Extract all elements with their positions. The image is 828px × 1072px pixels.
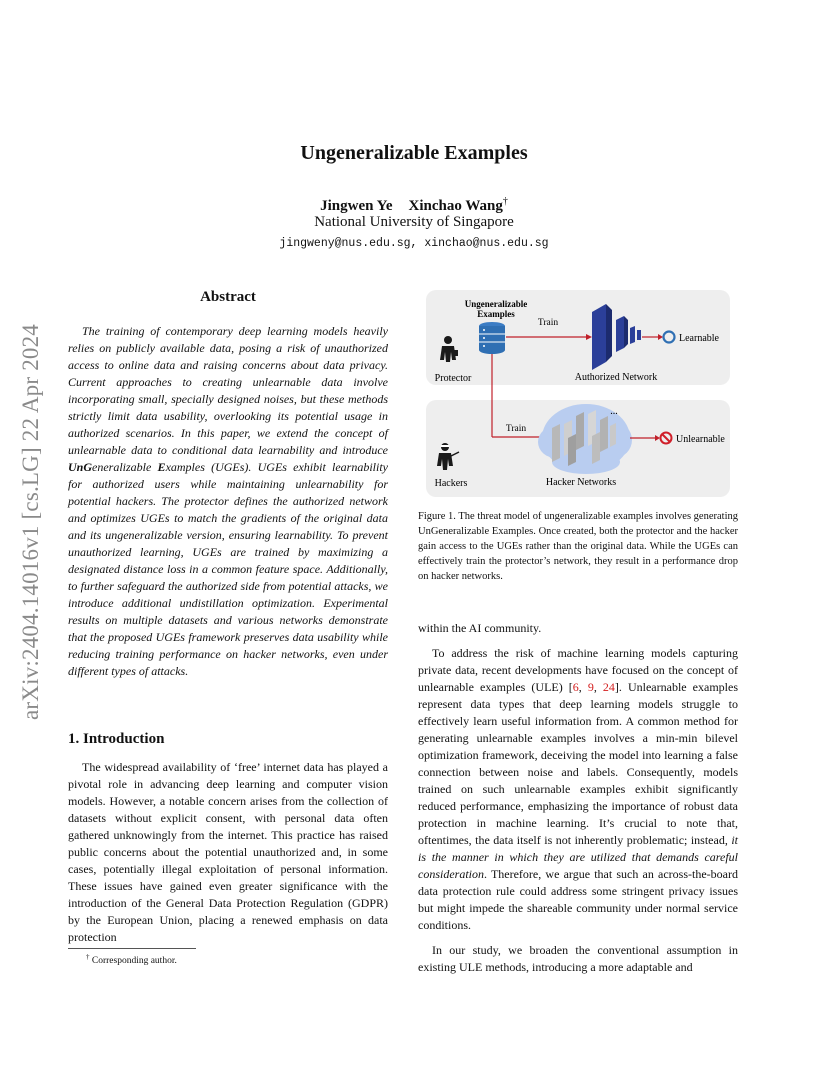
train-label-top: Train bbox=[537, 318, 559, 328]
footnote: † Corresponding author. bbox=[86, 953, 177, 967]
authors bbox=[0, 196, 828, 215]
database-icon bbox=[479, 322, 505, 354]
section-heading-introduction: 1. Introduction bbox=[68, 731, 165, 747]
citation-link[interactable]: 24 bbox=[602, 680, 615, 694]
paragraph-our-study: In our study, we broaden the conventional assumption in existing ULE methods, introducing a more adaptable and bbox=[418, 943, 738, 974]
data-label-2: Examples bbox=[477, 309, 515, 319]
hacker-networks-ellipsis: ... bbox=[610, 406, 618, 417]
train-label-bottom: Train bbox=[505, 424, 527, 434]
author-1: Jingwen Ye bbox=[320, 198, 393, 214]
corresponding-mark: † bbox=[502, 196, 508, 207]
citation-link[interactable]: 6 bbox=[572, 680, 579, 694]
hacker-networks-label: Hacker Networks bbox=[545, 477, 617, 488]
data-label-1: Ungeneralizable bbox=[464, 299, 528, 309]
protector-label: Protector bbox=[434, 373, 472, 384]
hackers-label: Hackers bbox=[434, 478, 468, 489]
abstract-body: The training of contemporary deep learning models heavily relies on publicly available data, posing a risk of unauthorized access to online data and raising concerns about data privacy. Current approaches to creating unlearnable data involve incorporating small, specially designed noises, but these methods strictly limit data usability, overlooking its potential usage in authorized scenarios. In this paper, we extend the concept of unlearnable data to conditional data learnability and introduce UnGeneralizable Examples (UGEs). UGEs exhibit learnability for authorized users while maintaining unlearnability for potential hackers. The protector defines the authorized network and optimizes UGEs to match the gradients of the original data and its ungeneralizable version, ensuring learnability. To prevent unauthorized learning, UGEs are trained by maximizing a designated distance loss in a common feature space. Additionally, to further safeguard the authorized side from potential attacks, we introduce additional undistillation optimization. Experimental results on multiple datasets and various networks demonstrate that the proposed UGEs framework preserves data usability while reducing training performance on hacker networks, even under different types of attacks. bbox=[68, 324, 388, 678]
arxiv-stamp bbox=[14, 287, 48, 757]
affiliation: National University of Singapore bbox=[314, 214, 514, 230]
figure-1-caption: Figure 1. The threat model of ungeneralizable examples involves generating UnGeneralizable Examples. Once created, both the protector and the hacker gain access to the UGEs rather than the original data. While the UGEs can effectively train the protector’s network, they result in a performance drop on hacker networks. bbox=[418, 511, 738, 582]
arxiv-id: arXiv:2404.14016v1 [cs.LG] 22 Apr 2024 bbox=[18, 324, 43, 720]
introduction-paragraph: The widespread availability of ‘free’ internet data has played a pivotal role in advancing deep learning and computer vision models. However, a notable concern arises from the collection of datasets without explicit consent, with personal data often gathered unknowingly from the internet. This practice has raised public concerns about the potential unauthorized and, in some cases, potentially illegal exploitation of personal information. These issues have gained even greater significance with the introduction of the General Data Protection Regulation (GDPR) by the European Union, placing a renewed emphasis on data protection bbox=[68, 760, 388, 944]
citation-link[interactable]: 9 bbox=[587, 680, 594, 694]
footnote-rule bbox=[68, 948, 196, 949]
paper-title: Ungeneralizable Examples bbox=[300, 142, 528, 164]
author-2: Xinchao Wang bbox=[408, 198, 503, 214]
authorized-network-label: Authorized Network bbox=[574, 372, 658, 383]
learnable-label: Learnable bbox=[679, 333, 719, 344]
unlearnable-label: Unlearnable bbox=[676, 434, 725, 445]
paragraph-continuation: within the AI community. bbox=[418, 621, 542, 635]
body-column-2 bbox=[418, 620, 738, 976]
figure-1 bbox=[426, 290, 730, 500]
author-emails: jingweny@nus.edu.sg, xinchao@nus.edu.sg bbox=[279, 237, 549, 250]
abstract-heading: Abstract bbox=[200, 289, 256, 305]
paragraph-ule: To address the risk of machine learning models capturing private data, recent developments have focused on the concept of unlearnable examples (ULE) [6, 9, 24]. Unlearnable examples represent data types that deep learning models struggle to effectively learn useful information from. A common method for generating unlearnable examples involves a min-min bilevel optimization framework, deceiving the model into learning a false connection between noise and labels. Consequently, models trained on such unlearnable examples exhibit significantly reduced performance, emphasizing the importance of robust data protection in machine learning. It’s crucial to note that, oftentimes, the data itself is not inherently problematic; instead, it is the manner in which they are utilized that demands careful consideration. Therefore, we argue that such an across-the-board data protection rule could address some stringent privacy issues but might impede the shareable community under normal service conditions. bbox=[418, 646, 738, 932]
